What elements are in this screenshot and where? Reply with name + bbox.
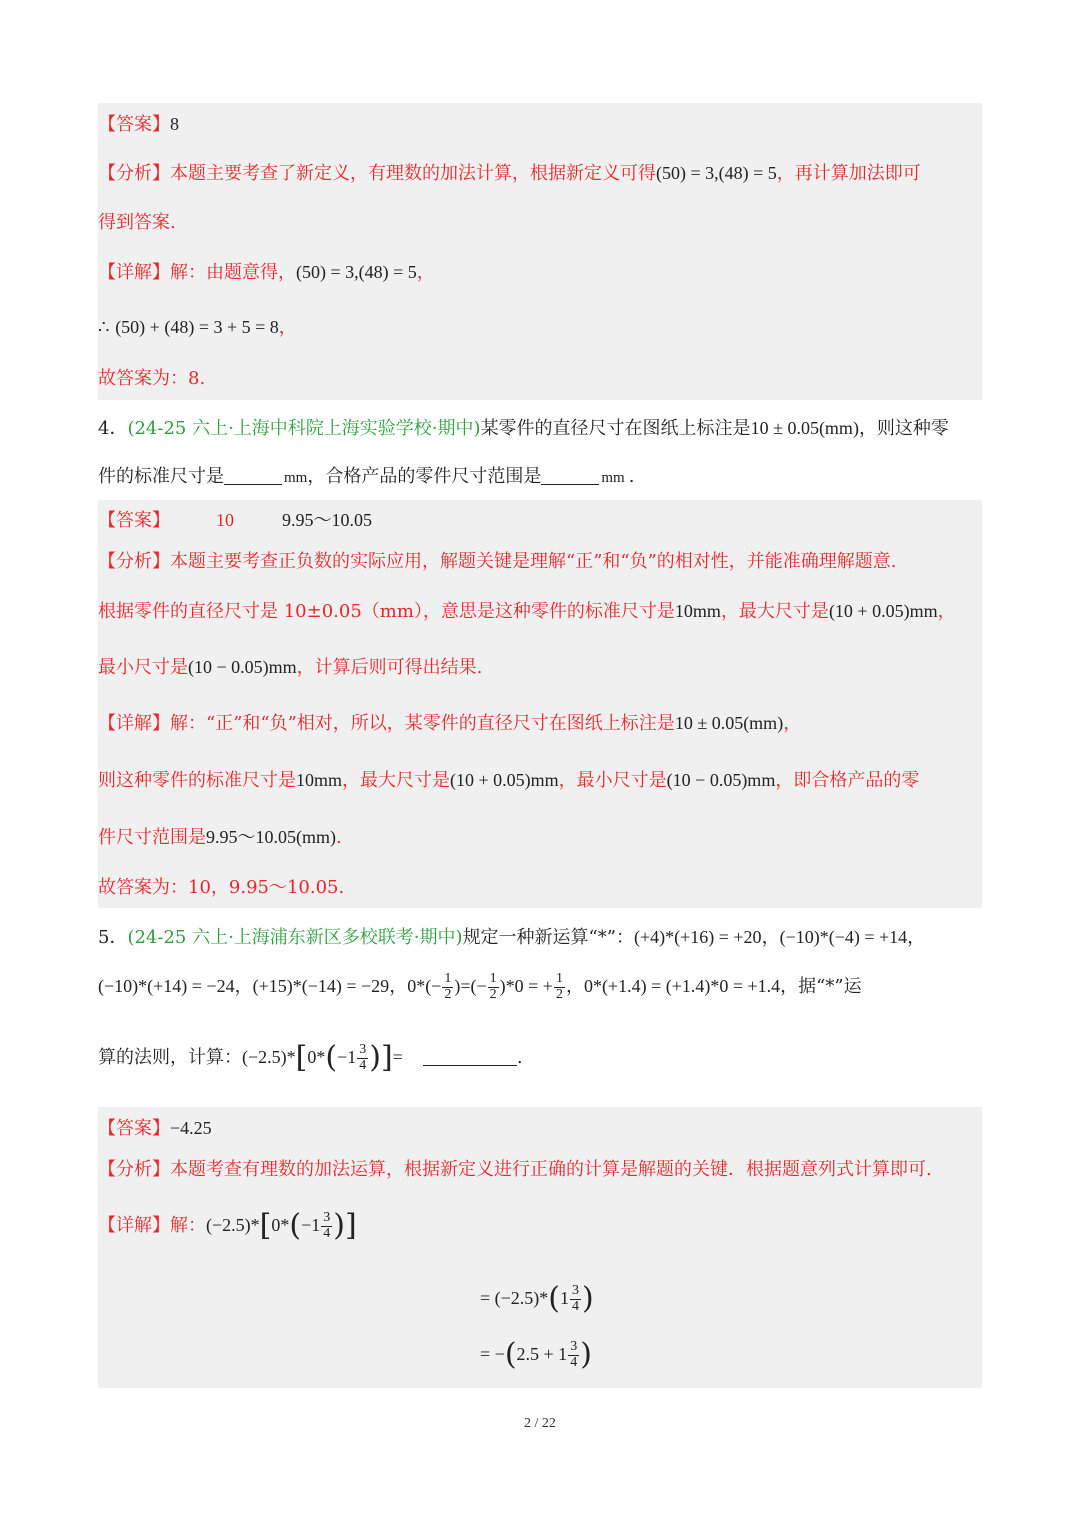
analysis-tag: 【分析】	[98, 551, 170, 572]
detail-suffix: ，	[416, 262, 435, 283]
answer-value: −4.25	[170, 1118, 212, 1138]
detail-line2c: ，最大尺寸是	[342, 770, 451, 791]
detail-tag: 【详解】	[98, 713, 170, 734]
stem-end: .	[516, 1047, 523, 1068]
example-2: (−10)*(−4) = +14	[779, 927, 908, 947]
paren-close: )	[582, 1281, 594, 1316]
example-5-d: )*0 = +	[499, 976, 553, 997]
step2-b: 1	[560, 1288, 570, 1308]
detail-line1b: 10 ± 0.05(mm)	[674, 713, 784, 733]
fraction-denominator: 2	[489, 986, 497, 1002]
detail-prefix: 解：由题意得，	[170, 262, 296, 283]
answer-line-q4	[98, 511, 372, 530]
calc-c: −1	[337, 1047, 357, 1067]
step3-b: 2.5 + 1	[516, 1344, 568, 1364]
separator: ，	[761, 927, 780, 948]
paren-close: )	[580, 1337, 592, 1372]
fraction-numerator: 1	[555, 971, 563, 986]
analysis-line2d: (10 + 0.05)mm	[828, 601, 938, 621]
paren-open: (	[325, 1040, 338, 1075]
paren-open: (	[504, 1337, 517, 1372]
sum-suffix: ，	[278, 317, 297, 338]
analysis-text-2: ，再计算加法即可	[776, 163, 921, 184]
detail-line-q4-2	[98, 771, 919, 790]
bracket-open: [	[259, 1208, 272, 1243]
detail-line-q4	[98, 714, 801, 733]
conclusion-text: 故答案为：10，9.95～10.05.	[98, 877, 345, 898]
bracket-close: ]	[380, 1040, 393, 1075]
fraction-numerator: 3	[359, 1041, 367, 1057]
fraction-numerator: 3	[570, 1338, 578, 1354]
fraction-denominator: 4	[323, 1225, 331, 1241]
detail-line2d: (10 + 0.05)mm	[450, 770, 559, 790]
stem-text: 某零件的直径尺寸在图纸上标注是	[480, 418, 751, 439]
fraction-denominator: 4	[570, 1354, 578, 1370]
separator: ，	[565, 976, 584, 998]
analysis-line2e: ，	[937, 601, 956, 622]
bracket-close: ]	[344, 1208, 357, 1243]
detail-line-q4-3	[98, 828, 342, 847]
fraction-numerator: 3	[323, 1209, 331, 1225]
analysis-line-q3-2	[98, 214, 176, 232]
detail-line2b: 10mm	[296, 770, 343, 790]
detail-tag: 【详解】	[98, 1215, 170, 1236]
detail-line3c: .	[336, 827, 342, 848]
answer-value-1: 10	[216, 510, 234, 530]
paren-close: )	[369, 1040, 381, 1075]
example-6: 0*(+1.4) = (+1.4)*0 = +1.4	[583, 976, 781, 997]
example-1: (+4)*(+16) = +20	[633, 927, 762, 947]
analysis-tag: 【分析】	[98, 1159, 170, 1180]
detail-line1a: 解：“正”和“负”相对，所以，某零件的直径尺寸在图纸上标注是	[170, 713, 675, 734]
answer-value-2: 9.95～10.05	[282, 510, 372, 530]
fraction-numerator: 1	[444, 971, 452, 986]
separator: ，	[234, 976, 253, 998]
detail-line-q3	[98, 263, 435, 282]
answer-blank	[423, 1049, 517, 1066]
fraction-three-quarters	[321, 1211, 332, 1241]
example-5-b: (−	[425, 976, 442, 997]
fraction-denominator: 2	[444, 986, 452, 1002]
step2-a: = (−2.5)*	[480, 1288, 549, 1308]
question-5-stem	[98, 928, 925, 947]
answer-block-q3	[98, 103, 982, 400]
step-2-q5	[480, 1281, 594, 1317]
fraction-denominator: 4	[359, 1057, 367, 1073]
analysis-line2c: ，最大尺寸是	[720, 601, 829, 622]
fraction-three-quarters	[568, 1340, 579, 1370]
sum-math: (50) + (48) = 3 + 5 = 8	[115, 317, 279, 337]
example-5-a: 0*	[407, 976, 426, 997]
analysis-line-q3	[98, 164, 921, 183]
analysis-line3c: ，计算后则可得出结果.	[296, 657, 483, 678]
bracket-open: [	[295, 1040, 308, 1075]
detail-line-q5	[98, 1208, 357, 1244]
conclusion-text: 故答案为：8.	[98, 368, 206, 389]
stem-tail: ，据“*”运	[780, 976, 862, 998]
answer-tag: 【答案】	[98, 114, 170, 135]
fraction-denominator: 2	[555, 986, 563, 1002]
step3-a: = −	[480, 1344, 505, 1364]
analysis-line3b: (10 − 0.05)mm	[188, 657, 297, 677]
fraction-half	[488, 972, 499, 1002]
paren-open: (	[289, 1208, 302, 1243]
analysis-line-q4	[98, 553, 897, 571]
answer-blank-2	[541, 468, 599, 485]
question-5-stem-2	[98, 972, 862, 1002]
fraction-three-quarters	[357, 1043, 368, 1073]
conclusion-q3	[98, 370, 205, 388]
answer-value: 8	[170, 114, 179, 134]
analysis-line-q5	[98, 1161, 932, 1179]
example-3: (−10)*(+14) = −24	[98, 976, 235, 997]
sum-line-q3	[98, 318, 297, 337]
separator: ，	[389, 976, 408, 998]
detail-line2g: ，即合格产品的零	[775, 770, 920, 791]
analysis-text: 本题考查有理数的加法运算，根据新定义进行正确的计算是解题的关键．根据题意列式计算即可.	[170, 1159, 932, 1180]
fraction-numerator: 1	[489, 971, 497, 986]
analysis-line2b: 10mm	[674, 601, 721, 621]
stem-math: 10 ± 0.05(mm)	[750, 418, 859, 438]
unit-2: mm	[601, 470, 625, 486]
question-number: 4．	[98, 418, 128, 439]
answer-blank-1	[224, 468, 282, 485]
example-4: (+15)*(−14) = −29	[252, 976, 390, 997]
stem-text-2: ，则这种零	[858, 418, 949, 439]
analysis-math: (50) = 3,(48) = 5	[656, 163, 777, 183]
example-5-c: )=(−	[454, 976, 487, 997]
analysis-tag: 【分析】	[98, 163, 170, 184]
calc-equals: =	[392, 1047, 403, 1067]
stem-text: 规定一种新运算“*”：	[462, 927, 634, 948]
stem-line2b: ，合格产品的零件尺寸范围是	[307, 466, 542, 487]
question-number: 5．	[98, 927, 128, 948]
analysis-line-q4-2	[98, 602, 956, 621]
detail-math: (50) = 3,(48) = 5	[296, 262, 417, 282]
stem-line2a: 件的标准尺寸是	[98, 466, 224, 487]
analysis-text: 本题主要考查了新定义，有理数的加法计算，根据新定义可得	[170, 163, 656, 184]
analysis-line-q4-3	[98, 658, 482, 677]
detail-line3b: 9.95～10.05(mm)	[206, 827, 336, 847]
question-5-stem-3	[98, 1040, 523, 1076]
question-source: (24-25 六上·上海中科院上海实验学校·期中)	[127, 418, 481, 439]
analysis-line3a: 最小尺寸是	[98, 657, 188, 678]
detail-line2e: ，最小尺寸是	[558, 770, 667, 791]
fraction-denominator: 4	[572, 1298, 580, 1314]
fraction-half	[442, 972, 453, 1002]
question-source: (24-25 六上·上海浦东新区多校联考·期中)	[127, 927, 463, 948]
answer-tag: 【答案】	[98, 1118, 170, 1139]
fraction-numerator: 3	[572, 1282, 580, 1298]
calc-b: 0*	[307, 1047, 326, 1067]
paren-close: )	[333, 1208, 345, 1243]
separator-end: ，	[907, 927, 926, 948]
detail-line3a: 件尺寸范围是	[98, 827, 206, 848]
analysis-continuation: 得到答案.	[98, 212, 176, 233]
stem-end: .	[628, 466, 635, 487]
step-3-q5	[480, 1337, 592, 1373]
detail-line1c: ，	[783, 713, 802, 734]
detail-line2f: (10 − 0.05)mm	[666, 770, 776, 790]
stem-line3a: 算的法则，计算：	[98, 1047, 242, 1068]
unit-1: mm	[284, 470, 308, 486]
detail-prefix: 解：	[170, 1215, 206, 1236]
question-4-stem	[98, 419, 949, 438]
question-4-stem-2	[98, 468, 634, 486]
conclusion-q4	[98, 879, 344, 897]
answer-tag: 【答案】	[98, 510, 170, 531]
page-number: 2 / 22	[524, 1416, 556, 1431]
answer-line-q3	[98, 115, 179, 134]
analysis-line2a: 根据零件的直径尺寸是 10±0.05（mm），意思是这种零件的标准尺寸是	[98, 601, 675, 622]
calc-b: 0*	[271, 1215, 290, 1235]
calc-c: −1	[301, 1215, 321, 1235]
detail-tag: 【详解】	[98, 262, 170, 283]
paren-open: (	[548, 1281, 561, 1316]
answer-line-q5	[98, 1119, 212, 1138]
calc-a: (−2.5)*	[242, 1047, 296, 1067]
calc-a: (−2.5)*	[206, 1215, 260, 1235]
therefore-symbol: ∴	[98, 317, 110, 338]
analysis-text: 本题主要考查正负数的实际应用，解题关键是理解“正”和“负”的相对性，并能准确理解题意.	[170, 551, 897, 572]
fraction-half	[554, 972, 565, 1002]
fraction-three-quarters	[570, 1284, 581, 1314]
detail-line2a: 则这种零件的标准尺寸是	[98, 770, 296, 791]
